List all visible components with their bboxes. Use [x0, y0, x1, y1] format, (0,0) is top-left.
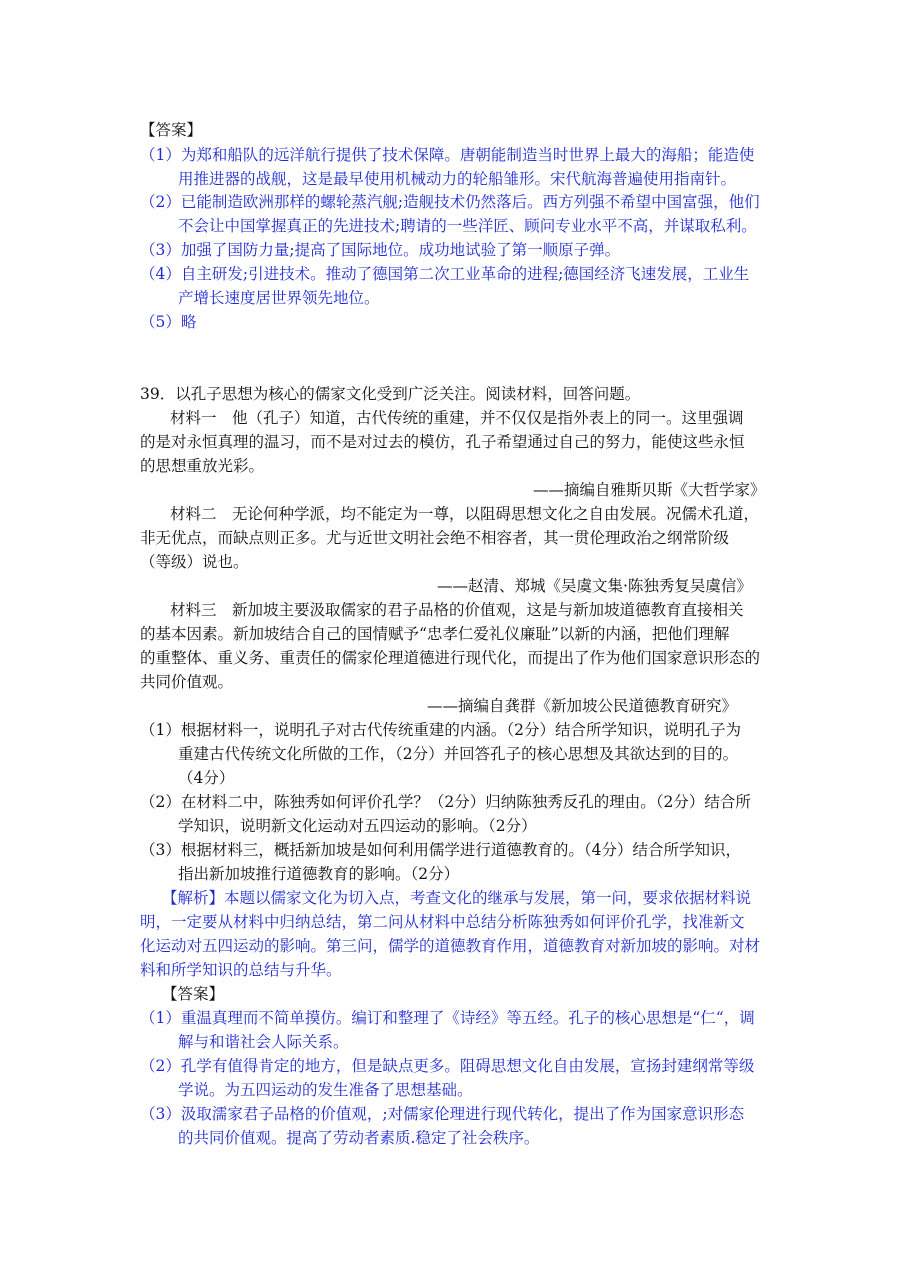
- sub-question-line: （1）根据材料一，说明孔子对古代传统重建的内涵。（2分）结合所学知识，说明孔子为: [140, 721, 741, 739]
- material-two-line: 非无优点，而缺点则正多。尤与近世文明社会绝不相容者，其一贯伦理政治之纲常阶级: [140, 529, 730, 547]
- answer-line: （5）略: [140, 313, 197, 331]
- answer-line: 解与和谐社会人际关系。: [178, 1033, 349, 1051]
- sub-question-line: （2）在材料二中，陈独秀如何评价孔学？（2分）归纳陈独秀反孔的理由。（2分）结合所: [140, 793, 751, 811]
- answer-line: （1）重温真理而不简单摸仿。编订和整理了《诗经》等五经。孔子的核心思想是“仁“，调: [140, 1009, 755, 1027]
- material-three-line: 的重整体、重义务、重责任的儒家伦理道德进行现代化，而提出了作为他们国家意识形态的: [140, 649, 761, 667]
- analysis-line: 【解析】本题以儒家文化为切入点，考查文化的继承与发展，第一问，要求依据材料说: [162, 889, 752, 907]
- answer-line: （3）加强了国防力量;提高了国际地位。成功地试验了第一顺原子弹。: [140, 241, 621, 259]
- answer-line: 的共同价值观。提高了劳动者素质.稳定了社会秩序。: [178, 1129, 540, 1147]
- sub-question-line: 重建古代传统文化所做的工作，（2分）并回答孔子的核心思想及其欲达到的目的。: [178, 745, 739, 763]
- sub-question-line: 学知识，说明新文化运动对五四运动的影响。（2分）: [178, 817, 537, 835]
- material-three-line: 共同价值观。: [140, 673, 234, 691]
- sub-question-line: 指出新加坡推行道德教育的影响。（2分）: [178, 865, 460, 883]
- material-one-line: 的思想重放光彩。: [140, 457, 265, 475]
- material-one-line: 的是对永恒真理的温习，而不是对过去的模仿，孔子希望通过自己的努力，能使这些永恒: [140, 433, 745, 451]
- answer-label: 【答案】: [140, 121, 203, 139]
- material-two-line: （等级）说也。: [140, 553, 249, 571]
- answer-line: 学说。为五四运动的发生准备了思想基础。: [178, 1081, 473, 1099]
- material-three-line: 材料三 新加坡主要汲取儒家的君子品格的价值观，这是与新加坡道德教育直接相关: [170, 601, 744, 619]
- answer-line: 不会让中国掌握真正的先进技术;聘请的一些洋匠、顾问专业水平不高，并谋取私利。: [178, 217, 757, 235]
- material-two-source: ——赵清、郑城《吴虞文集·陈独秀复吴虞信》: [437, 577, 752, 595]
- material-three-line: 的基本因素。新加坡结合自己的国情赋予“忠孝仁爱礼仪廉耻”以新的内涵，把他们理解: [140, 625, 730, 643]
- material-two-line: 材料二 无论何种学派，均不能定为一尊，以阻碍思想文化之自由发展。况儒术孔道，: [170, 505, 760, 523]
- answer-line: （1）为郑和船队的远洋航行提供了技术保障。唐朝能制造当时世界上最大的海船；能造使: [140, 146, 755, 164]
- answer-line: （3）汲取濡家君子品格的价值观，;对儒家伦理进行现代转化，提出了作为国家意识形态: [140, 1105, 745, 1123]
- answer-line: （4）自主研发;引进技术。推动了德国第二次工业革命的进程;德国经济飞速发展，工业生: [140, 265, 750, 283]
- sub-question-line: （3）根据材料三，概括新加坡是如何利用儒学进行道德教育的。（4分）结合所学知识，: [140, 841, 741, 859]
- answer-line: 用推进器的战舰，这是最早使用机械动力的轮船雏形。宋代航海普遍使用指南针。: [178, 170, 737, 188]
- material-one-source: ——摘编自雅斯贝斯《大哲学家》: [533, 481, 766, 499]
- answer-line: （2）孔学有值得肯定的地方，但是缺点更多。阻碍思想文化自由发展，宣扬封建纲常等级: [140, 1057, 755, 1075]
- analysis-line: 化运动对五四运动的影响。第三问，儒学的道德教育作用，道德教育对新加坡的影响。对材: [140, 937, 761, 955]
- analysis-line: 料和所学知识的总结与升华。: [140, 961, 342, 979]
- answer-line: （2）已能制造欧洲那样的螺轮蒸汽舰;造舰技术仍然落后。西方列强不希望中国富强，他们: [140, 193, 760, 211]
- question-stem: 39．以孔子思想为核心的儒家文化受到广泛关注。阅读材料，回答问题。: [140, 385, 641, 403]
- material-three-source: ——摘编自龚群《新加坡公民道德教育研究》: [427, 697, 738, 715]
- analysis-line: 明，一定要从材料中归纳总结，第二问从材料中总结分析陈独秀如何评价孔学，找准新文: [140, 913, 745, 931]
- sub-question-line: （4分）: [178, 769, 235, 787]
- material-one-line: 材料一 他（孔子）知道，古代传统的重建，并不仅仅是指外表上的同一。这里强调: [170, 409, 744, 427]
- answer-line: 产增长速度居世界领先地位。: [178, 289, 380, 307]
- answer-label: 【答案】: [162, 985, 225, 1003]
